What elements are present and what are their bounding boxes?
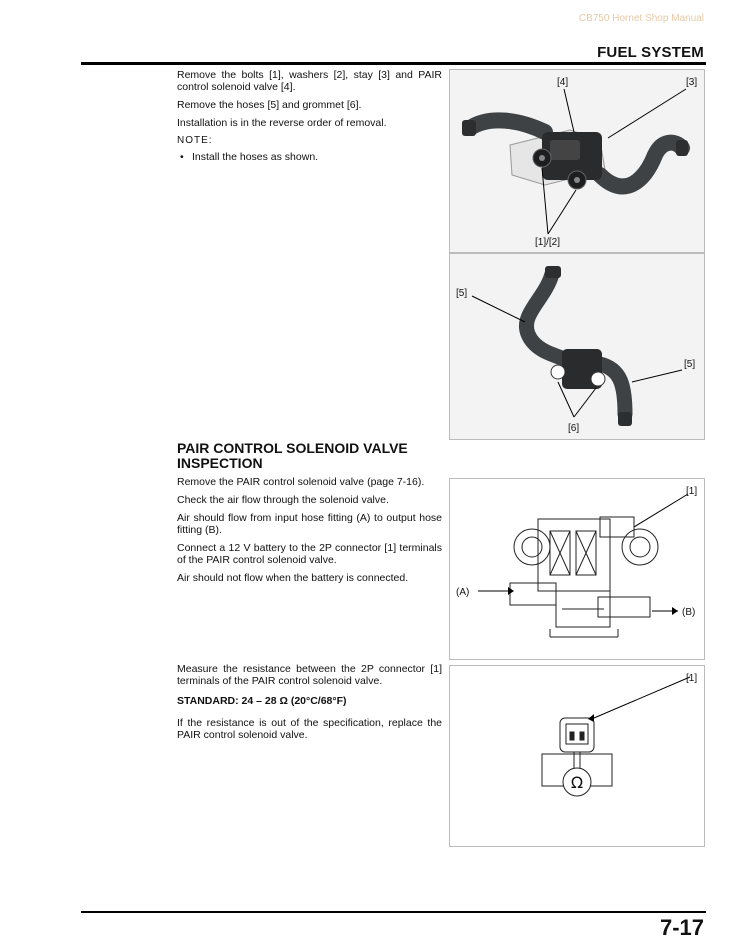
inspection-text (177, 476, 442, 590)
callout-b: (B) (682, 607, 696, 618)
right-hose-end (676, 140, 688, 156)
airflow-cutaway-illustration (450, 479, 704, 659)
inspection-step-1: Remove the PAIR control solenoid valve (page 7-16). (177, 476, 425, 488)
removal-step-2: Remove the hoses [5] and grommet [6]. (177, 99, 362, 111)
inspection-step-2: Check the air flow through the solenoid valve. (177, 494, 389, 506)
inspection-step-3: Air should flow from input hose fitting (A) to output hose fitting (B). (177, 512, 442, 536)
header-rule (81, 62, 706, 65)
inspection-heading: PAIR CONTROL SOLENOID VALVE INSPECTION (177, 440, 408, 471)
figure-airflow-cutaway (449, 478, 705, 660)
right-hose (600, 143, 682, 187)
figure-hose-install (449, 253, 705, 440)
callout-5b: [5] (684, 359, 696, 370)
grommet-left (551, 365, 565, 379)
footer-rule (81, 911, 706, 913)
hose-install-illustration (450, 254, 704, 439)
inspection-step-4: Connect a 12 V battery to the 2P connector [1] terminals of the PAIR control solenoid valve. (177, 542, 442, 566)
callout-1-2: [1]/[2] (535, 237, 561, 248)
figure-valve-removal (449, 69, 705, 253)
section-title: FUEL SYSTEM (597, 44, 704, 61)
valve-removal-illustration (450, 70, 704, 252)
page-number: 7-17 (659, 915, 704, 940)
upper-hose (526, 274, 565, 359)
grommet-right (591, 372, 605, 386)
callout-6: [6] (568, 423, 580, 434)
resistance-standard: STANDARD: 24 – 28 Ω (20°C/68°F) (177, 695, 347, 707)
removal-text (177, 69, 442, 163)
resistance-check-illustration (450, 666, 704, 846)
resistance-text (177, 663, 442, 747)
replace-step: If the resistance is out of the specification, replace the PAIR control solenoid valve. (177, 717, 442, 741)
inspection-step-5: Air should not flow when the battery is connected. (177, 572, 409, 584)
connector-2p (560, 718, 594, 752)
callout-5a: [5] (456, 288, 468, 299)
figure-resistance-check (449, 665, 705, 847)
lower-hose (600, 364, 625, 414)
callout-1: [1] (686, 486, 698, 497)
manual-watermark: CB750 Hornet Shop Manual (578, 13, 704, 24)
ohm-symbol: Ω (570, 773, 584, 792)
callout-3: [3] (686, 77, 698, 88)
callout-4: [4] (557, 77, 569, 88)
resistance-step: Measure the resistance between the 2P connector [1] terminals of the PAIR control solenoid valve. (177, 663, 442, 687)
removal-step-1: Remove the bolts [1], washers [2], stay [3] and PAIR control solenoid valve [4]. (177, 69, 442, 93)
left-hose (470, 120, 545, 132)
callout-1: [1] (686, 673, 698, 684)
left-hose-end (462, 120, 476, 136)
note-label: NOTE: (177, 135, 213, 146)
note-item: • Install the hoses as shown. (177, 151, 442, 163)
removal-step-3: Installation is in the reverse order of removal. (177, 117, 387, 129)
callout-a: (A) (456, 587, 470, 598)
